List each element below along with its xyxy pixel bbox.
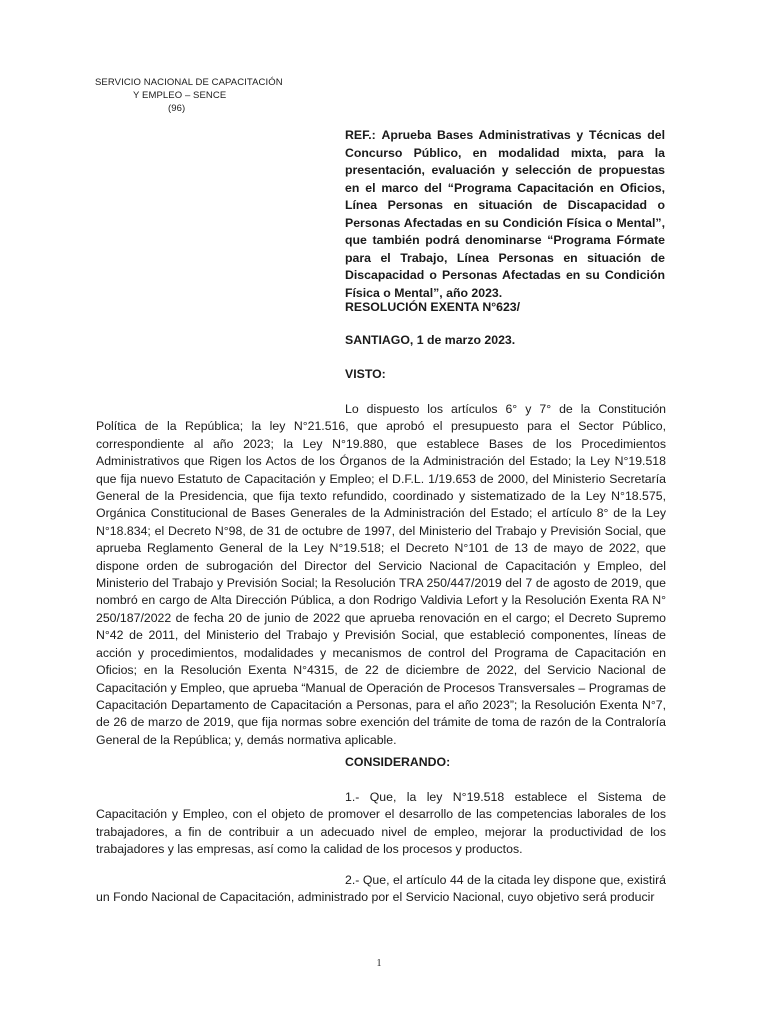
page-number: 1 [376,958,382,969]
institution-name-line2: Y EMPLEO – SENCE [133,90,227,101]
reference-block [345,127,665,302]
considerando-paragraph-1: 1.- Que, la ley N°19.518 establece el Sistema de Capacitación y Empleo, con el objeto de promover el desarrollo de las competencias laborales de los trabajadores, a fin de contribuir a un adecuado nivel de empleo, mejorar la productividad de los trabajadores y las empresas, así como la calidad de los procesos y productos. [96,790,666,857]
considerando-paragraph-2: 2.- Que, el artículo 44 de la citada ley dispone que, existirá un Fondo Nacional de Capacitación, administrado por el Servicio Nacional, cuyo objetivo será producir [96,873,666,905]
reference-text: Aprueba Bases Administrativas y Técnicas del Concurso Público, en modalidad mixta, para la presentación, evaluación y selección de propuestas en el marco del “Programa Capacitación en Oficios, Línea Personas en situación de Discapacidad o Personas Afectadas en su Condición Física o Mental”, que también podrá denominarse “Programa Fórmate para el Trabajo, Línea Personas en situación de Discapacidad o Personas Afectadas en su Condición Física o Mental”, año 2023. [345,128,665,300]
resolution-number: RESOLUCIÓN EXENTA N°623/ [345,300,521,314]
institution-name-line1: SERVICIO NACIONAL DE CAPACITACIÓN [95,77,283,88]
visto-heading: VISTO: [345,367,386,381]
institution-header [95,76,295,115]
visto-paragraph: Lo dispuesto los artículos 6° y 7° de la Constitución Política de la República; la ley N°21.516, que aprobó el presupuesto para el Sector Público, correspondiente al año 2023; la Ley N°19.880, que establece Bases de los Procedimientos Administrativos que Rigen los Actos de los Órganos de la Administración del Estado; la Ley N°19.518 que fija nuevo Estatuto de Capacitación y Empleo; el D.F.L. 1/19.653 de 2000, del Ministerio Secretaría General de la Presidencia, que fija texto refundido, coordinado y sistematizado de la Ley N°18.575, Orgánica Constitucional de Bases Generales de la Administración del Estado; el artículo 8° de la Ley N°18.834; el Decreto N°98, de 31 de octubre de 1997, del Ministerio del Trabajo y Previsión Social, que aprueba Reglamento General de la Ley N°19.518; el Decreto N°101 de 13 de mayo de 2022, que dispone orden de subrogación del Director del Servicio Nacional de Capacitación y Empleo, del Ministerio del Trabajo y Previsión Social; la Resolución TRA 250/447/2019 del 7 de agosto de 2019, que nombró en cargo de Alta Dirección Pública, a don Rodrigo Valdivia Lefort y la Resolución Exenta RA N° 250/187/2022 de fecha 20 de junio de 2022 que aprueba renovación en el cargo; el Decreto Supremo N°42 de 2011, del Ministerio del Trabajo y Previsión Social, que estableció componentes, líneas de acción y procedimientos, modalidades y mecanismos de control del Programa de Capacitación en Oficios; en la Resolución Exenta N°4315, de 22 de diciembre de 2022, del Servicio Nacional de Capacitación y Empleo, que aprueba “Manual de Operación de Procesos Transversales – Programas de Capacitación Departamento de Capacitación a Personas, para el año 2023”; la Resolución Exenta N°7, de 26 de marzo de 2019, que fija normas sobre exención del trámite de toma de razón de la Contraloría General de la República; y, demás normativa aplicable. [96,402,666,747]
considerando-heading: CONSIDERANDO: [345,755,451,769]
institution-code: (96) [168,103,186,114]
reference-label: REF.: [345,128,376,142]
place-date: SANTIAGO, 1 de marzo 2023. [345,333,516,347]
